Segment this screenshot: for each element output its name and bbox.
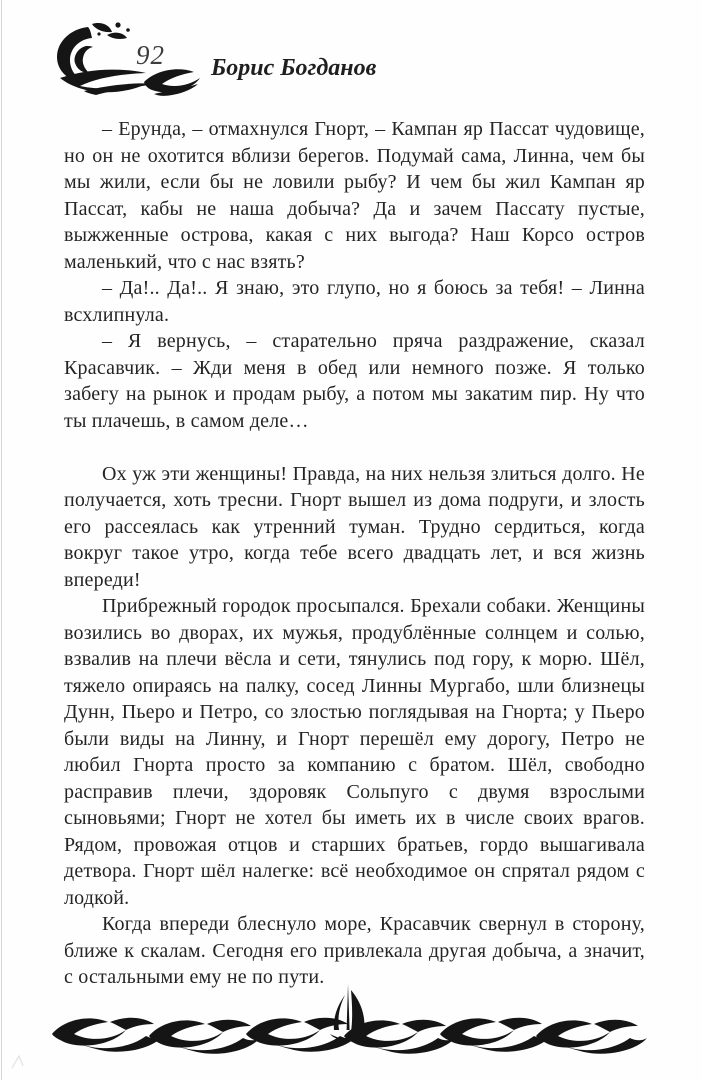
paragraph: Прибрежный городок просыпался. Брехали собаки. Женщины возились во дворах, их мужья, продублённые солнцем и солью, взвалив на плечи вёсла и сети, тянулись под гору, к морю. Шёл, тяжело опираясь на палку, сосед Линны Мургабо, шли близнецы Дунн, Пьеро и Петро, со злостью поглядывая на Гнорта; у Пьеро были виды на Линну, и Гнорт перешёл ему дорогу, Петро не любил Гнорта просто за компанию с братом. Шёл, свободно расправив плечи, здоровяк Сольпуго с двумя взрослыми сыновьями; Гнорт не хотел бы иметь их в числе своих врагов. Рядом, провожая отцов и старших братьев, гордо вышагивала детвора. Гнорт шёл налегке: всё необходимое он спрятал рядом с лодкой. (64, 595, 645, 909)
scan-edge-line (1, 0, 2, 1080)
paragraph: Ох уж эти женщины! Правда, на них нельзя злиться долго. Не получается, хоть тресни. Гнорт вышел из дома подруги, и злость его рассеялась как утренний туман. Трудно сердиться, когда вокруг такое утро, когда тебе всего двадцать лет, и вся жизнь впереди! (64, 462, 645, 591)
paragraph: – Да!.. Да!.. Я знаю, это глупо, но я боюсь за тебя! – Линна всхлипнула. (64, 277, 645, 326)
scan-artifact (8, 1052, 34, 1072)
paragraph: – Я вернусь, – старательно пряча раздражение, сказал Красавчик. – Жди меня в обед или немного позже. Я только забегу на рынок и продам рыбу, а потом мы закатим пир. Ну что ты плачешь, в самом деле… (64, 330, 645, 432)
page-body (64, 116, 645, 991)
running-head-author: Борис Богданов (211, 55, 377, 81)
narrative-section (64, 461, 645, 991)
page-header (0, 0, 702, 110)
wave-splash-icon (50, 20, 202, 98)
paragraph: Когда впереди блеснуло море, Красавчик свернул в сторону, ближе к скалам. Сегодня его привлекала другая добыча, а значит, с остальными ему не по пути. (64, 913, 645, 988)
paragraph: – Ерунда, – отмахнулся Гнорт, – Кампан яр Пассат чудовище, но он не охотится вблизи берегов. Подумай сама, Линна, чем бы мы жили, если бы не ловили рыбу? И чем бы жил Кампан яр Пассат, кабы не наша добыча? Да и зачем Пассату пустые, выжженные острова, какая с них выгода? Наш Корсо остров маленький, что с нас взять? (64, 118, 645, 273)
wave-band-sailboat-icon (52, 982, 648, 1062)
page-number: 92 (136, 40, 165, 70)
dialogue-section (64, 116, 645, 434)
